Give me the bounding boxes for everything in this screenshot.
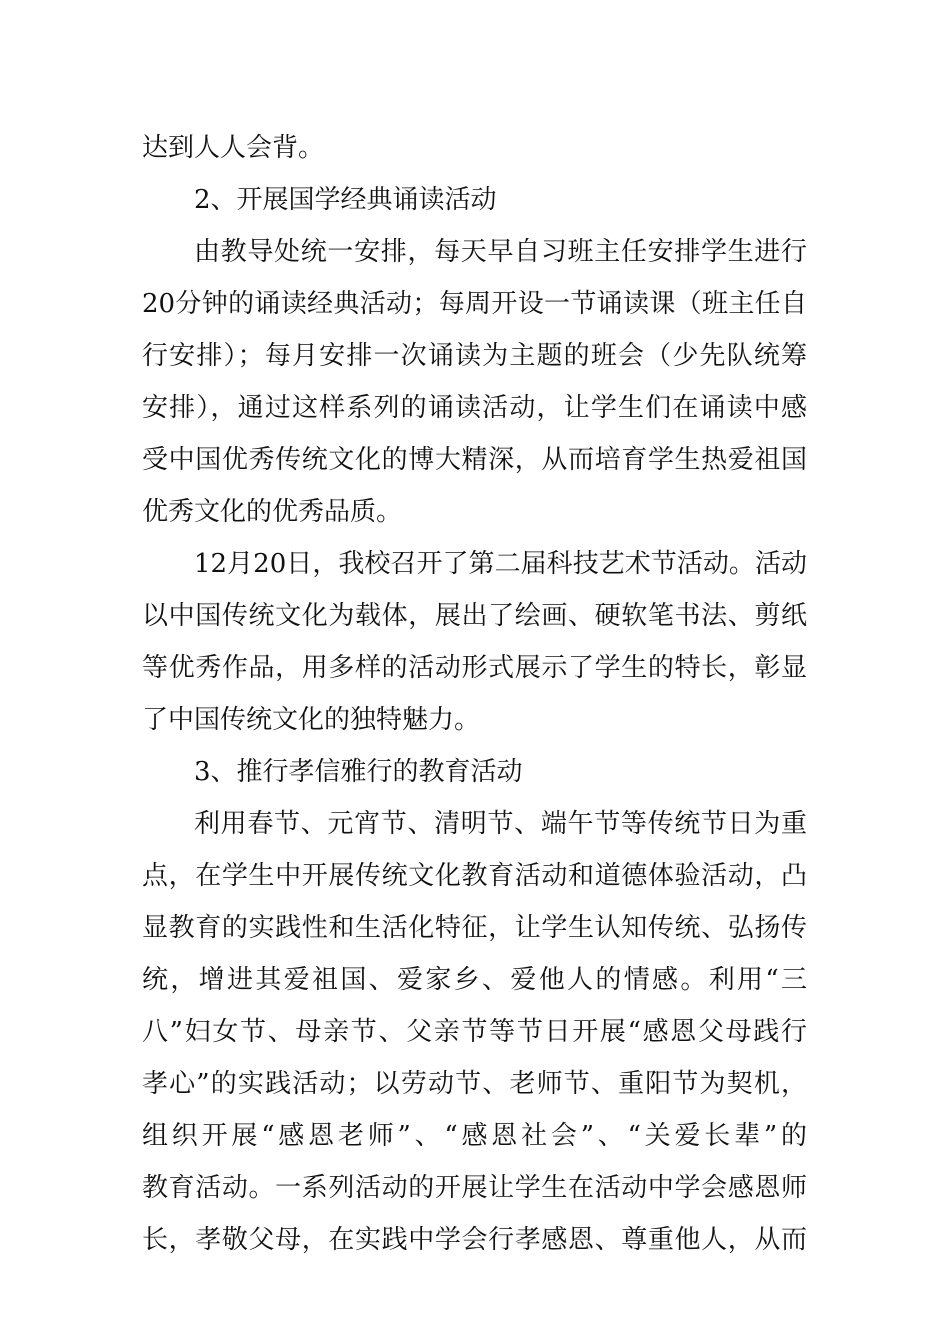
- section-heading: 2、开展国学经典诵读活动: [194, 185, 497, 215]
- text-line: 孝心”的实践活动；以劳动节、老师节、重阳节为契机，: [142, 1069, 807, 1099]
- text-line: 八”妇女节、母亲节、父亲节等节日开展“感恩父母践行: [142, 1017, 807, 1047]
- text-line: 了中国传统文化的独特魅力。: [142, 705, 481, 735]
- text-line: 行安排）；每月安排一次诵读为主题的班会（少先队统筹: [142, 341, 807, 371]
- text-line: 显教育的实践性和生活化特征，让学生认知传统、弘扬传: [142, 913, 807, 943]
- text-line: 20分钟的诵读经典活动；每周开设一节诵读课（班主任自: [142, 289, 807, 319]
- text-line: 教育活动。一系列活动的开展让学生在活动中学会感恩师: [142, 1173, 807, 1203]
- text-line: 利用春节、元宵节、清明节、端午节等传统节日为重: [194, 809, 807, 839]
- text-line: 长，孝敬父母，在实践中学会行孝感恩、尊重他人，从而: [142, 1225, 807, 1255]
- text-line: 达到人人会背。: [142, 133, 325, 163]
- text-line: 以中国传统文化为载体，展出了绘画、硬软笔书法、剪纸: [142, 601, 807, 631]
- text-line: 安排），通过这样系列的诵读活动，让学生们在诵读中感: [142, 393, 807, 423]
- text-line: 优秀文化的优秀品质。: [142, 497, 403, 527]
- text-line: 由教导处统一安排，每天早自习班主任安排学生进行: [194, 237, 807, 267]
- text-line: 点，在学生中开展传统文化教育活动和道德体验活动，凸: [142, 861, 807, 891]
- text-line: 统，增进其爱祖国、爱家乡、爱他人的情感。利用“三: [142, 965, 807, 995]
- text-line: 组织开展“感恩老师”、“感恩社会”、“关爱长辈”的: [142, 1121, 807, 1151]
- text-line: 12月20日，我校召开了第二届科技艺术节活动。活动: [194, 549, 807, 579]
- text-line: 受中国优秀传统文化的博大精深，从而培育学生热爱祖国: [142, 445, 807, 475]
- section-heading: 3、推行孝信雅行的教育活动: [194, 757, 523, 787]
- text-line: 等优秀作品，用多样的活动形式展示了学生的特长，彰显: [142, 653, 807, 683]
